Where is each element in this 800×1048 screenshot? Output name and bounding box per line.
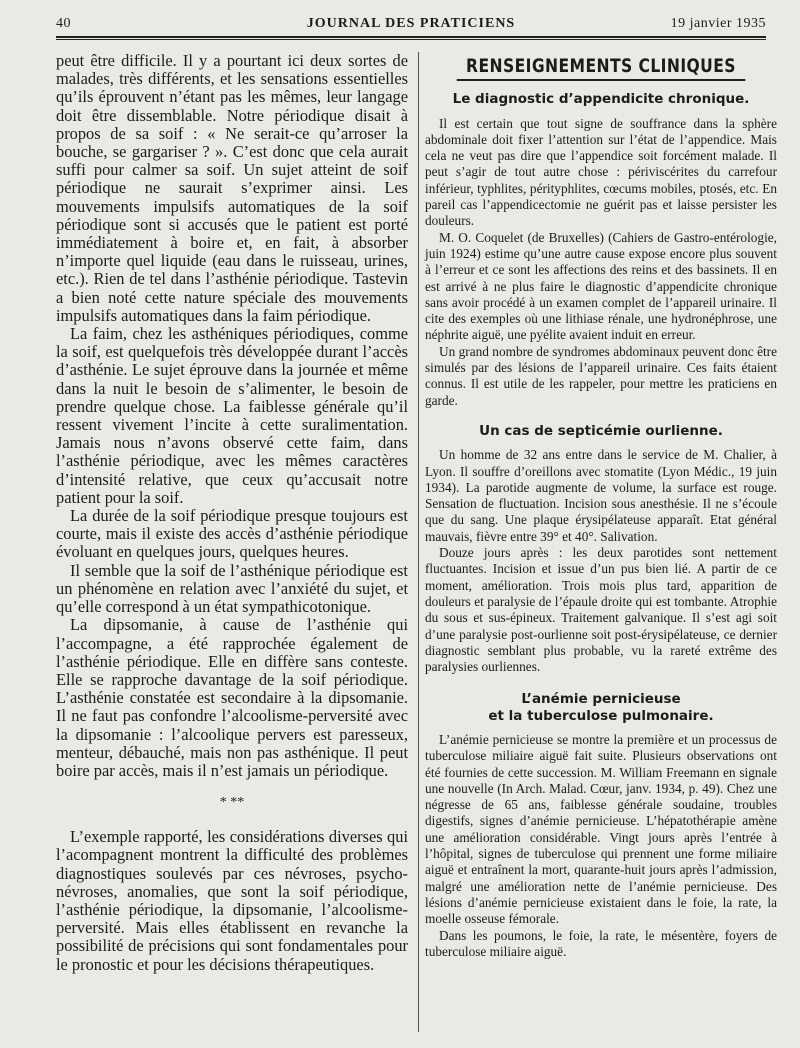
page-number: 40 [56, 16, 71, 31]
article-title-line1: L’anémie pernicieuse [521, 691, 681, 708]
issue-date: 19 janvier 1935 [670, 16, 766, 31]
paragraph: Douze jours après : les deux parotides sont nettement fluctuantes. Incision et issue d’un pus bien lié. A partir de ce moment, amélioration. Trois mois plus tard, apparition de douleurs et paralysie de l’épaule droite qui est tombante. Atrophie du sous et sus-épineux. Traitement galvanique. Il s’est agi soit d’une paralysie post-ourlienne soit post-érysipélateuse, ce dernier diagnostic semblant plus probable, vu la rareté extrême des paralysies ourliennes. [425, 545, 777, 675]
paragraph: Il est certain que tout signe de souffrance dans la sphère abdominale doit fixer l’attention sur l’état de l’appendice. Mais cela ne veut pas dire que l’appendice soit forcément malade. Il peut s’agir de tout autre chose : périviscérites du carrefour inférieur, typhlites, pérityphlites, cœcums mobiles, ptosés, etc. En pareil cas l’appendicectomie ne guérit pas et laisse persister les douleurs. [425, 115, 777, 229]
paragraph: M. O. Coquelet (de Bruxelles) (Cahiers de Gastro-entérologie, juin 1924) estime qu’une autre cause expose encore plus souvent à l’erreur et ce sont les affections des reins et des bassinets. Il en est arrivé à ne plus faire le diagnostic d’appendicite chronique sans avoir procédé à un examen complet de l’appareil urinaire. Il cite des exemples où une lithiase rénale, une hydronéphrose, une néphrite aiguë, une pyélite avaient induit en erreur. [425, 229, 777, 343]
header-rule [56, 36, 766, 38]
paragraph: Dans les poumons, le foie, la rate, le mésentère, foyers de tuberculose miliaire aiguë. [425, 927, 777, 959]
paragraph: Un grand nombre de syndromes abdominaux peuvent donc être simulés par des lésions de l’appareil urinaire. Ces faits étaient connus. Il est utile de les rappeler, pour mettre les praticiens en garde. [425, 343, 777, 408]
article-title: Un cas de septicémie ourlienne. [479, 422, 723, 439]
paragraph: La dipsomanie, à cause de l’asthénie qui l’accompagne, a été rapprochée également de l’asthénie périodique. Elle en diffère sans conteste. Elle se rapproche davantage de la soif périodique. L’asthénie constatée est secondaire à la dipsomanie. Il ne faut pas confondre l’alcoolisme-perversité avec la dipsomanie : l’alcoolique pervers est paresseux, menteur, débauché, mais non pas asthénique. Il peut boire par accès, mais il n’est jamais un périodique. [56, 615, 408, 780]
left-column [56, 52, 408, 974]
paragraph: peut être difficile. Il y a pourtant ici deux sortes de malades, très différents, et les sensations essentielles qu’ils éprouvent n’étant pas les mêmes, leur langage doit être dissemblable. Notre périodique disait à propos de sa soif : « Ne serait-ce qu’arroser la bouche, se gargariser ? ». C’est donc que cela aurait suffi pour calmer sa soif. Un sujet atteint de soif périodique ne saurait s’exprimer ainsi. Les mouvements impulsifs automatiques de la soif périodique sont si accusés que le patient est porté immédiatement à boire et, en fait, à absorber n’importe quel liquide (eau dans le ruisseau, urines, etc.). Rien de tel dans l’asthénie périodique. Tastevin a bien noté cette nature spéciale des mouvements impulsifs automatiques dans la faim périodique. [56, 51, 408, 325]
paragraph: La durée de la soif périodique presque toujours est courte, mais il existe des accès d’asthénie périodique évoluant en quelques jours, quelques heures. [56, 506, 408, 562]
header-rule-thin [56, 39, 766, 40]
article-title: Le diagnostic d’appendicite chronique. [452, 91, 750, 108]
section-title: RENSEIGNEMENTS CLINIQUES [457, 58, 746, 81]
running-header [56, 14, 766, 38]
article-title-line2: et la tuberculose pulmonaire. [488, 707, 714, 724]
paragraph: Un homme de 32 ans entre dans le service de M. Chalier, à Lyon. Il souffre d’oreillons avec stomatite (Lyon Médic., 19 juin 1934). La parotide augmente de volume, la surface est rouge. Sensation de fluctuation. Incision sous anesthésie. Il ne s’écoule que du sang. Une plaque érysipélateuse apparaît. Etat général mauvais, fièvre entre 39° et 40°. Salivation. [425, 447, 777, 544]
paragraph: La faim, chez les asthéniques périodiques, comme la soif, est quelquefois très développée durant l’accès d’asthénie. Le sujet éprouve dans la journée et même dans la nuit le besoin de s’alimenter, le besoin de prendre quelque chose. La faiblesse générale qu’il ressent vivement l’incite à cette suralimentation. Jamais nous n’avons observé cette faim, dans l’asthénie périodique, avec les mêmes caractères d’intensité relative, que ceux qu’accusait notre patient pour la soif. [56, 324, 408, 507]
column-divider [418, 52, 419, 1032]
right-column [425, 55, 777, 960]
paragraph: L’anémie pernicieuse se montre la première et un processus de tuberculose miliaire aiguë fait suite. Plusieurs observations ont été fournies de cette succession. M. William Freemann en signale une nouvelle (In Arch. Malad. Cœur, janv. 1934, p. 49). Chez une négresse de 65 ans, faiblesse générale soudaine, troubles digestifs, signes d’anémie pernicieuse. L’hépatothérapie amène une amélioration considérable. Vingt jours après l’entrée à l’hôpital, signes de tuberculose qui prennent une forme miliaire aiguë et entraînent la mort, quarante-huit jours après l’admission, malgré une amélioration nette de l’anémie pernicieuse. Des lésions d’anémie pernicieuse existaient dans le foie, la rate, la moelle osseuse fémorale. [425, 731, 777, 927]
paragraph: Il semble que la soif de l’asthénique périodique est un phénomène en relation avec l’anxiété du sujet, et qu’elle correspond à un état sympathicotonique. [56, 560, 408, 617]
journal-title: JOURNAL DES PRATICIENS [306, 16, 516, 31]
section-separator: * ** [219, 795, 245, 811]
closing-paragraph: L’exemple rapporté, les considérations diverses qui l’acompagnent montrent la difficulté des problèmes diagnostiques soulevés par ces névroses, psycho-névroses, anomalies, que sont la soif périodique, l’asthénie périodique, la dipsomanie, l’alcoolisme-perversité. Mais elles établissent en revanche la possibilité de précisions qui sont fondamentales pour le pronostic et pour les décisions thérapeutiques. [56, 827, 408, 974]
